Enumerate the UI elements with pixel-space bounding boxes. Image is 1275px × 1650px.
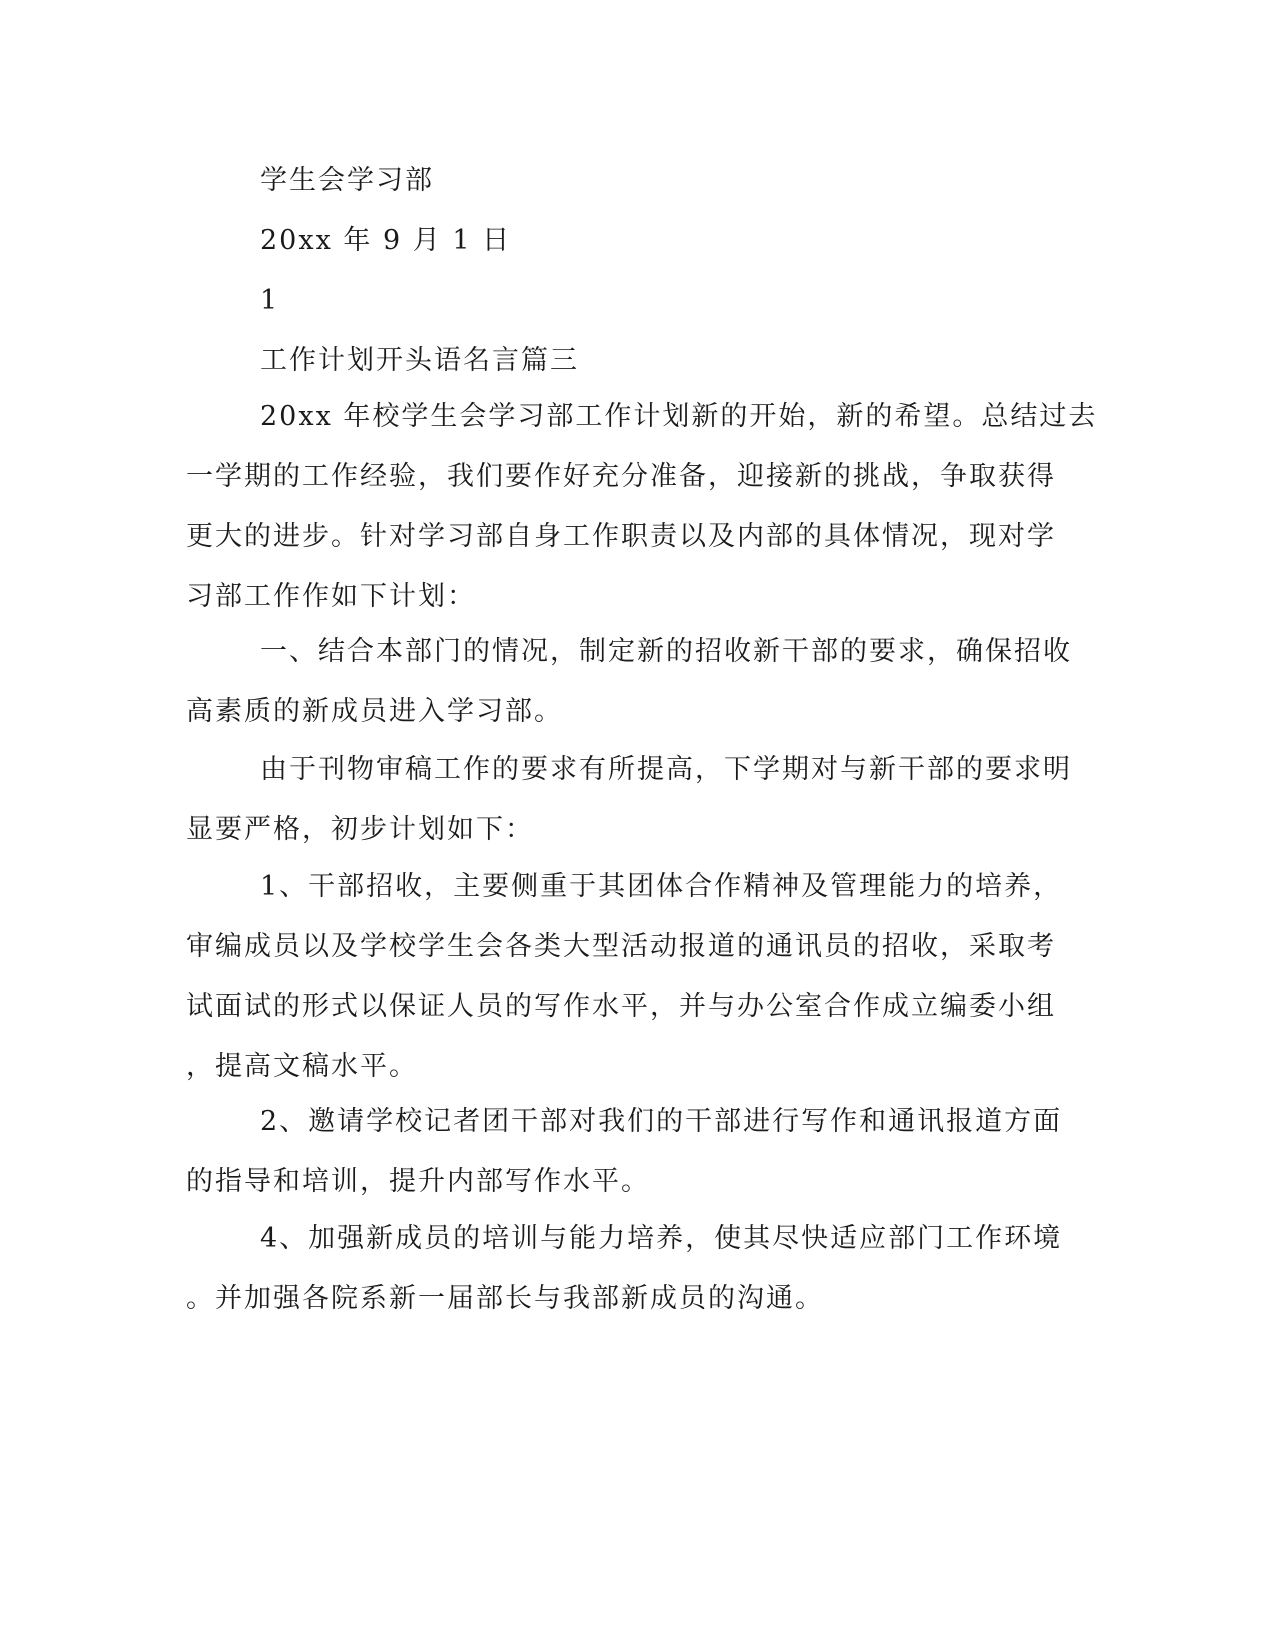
paragraph-line: 2、邀请学校记者团干部对我们的干部进行写作和通讯报道方面: [260, 1106, 1063, 1137]
signature-date: 20xx 年 9 月 1 日: [260, 225, 512, 256]
paragraph-line: 的指导和培训，提升内部写作水平。: [186, 1166, 650, 1197]
paragraph-line: 。并加强各院系新一届部长与我部新成员的沟通。: [186, 1283, 824, 1314]
paragraph-line: 一、结合本部门的情况，制定新的招收新干部的要求，确保招收: [260, 636, 1072, 667]
paragraph-line: 4、加强新成员的培训与能力培养，使其尽快适应部门工作环境: [260, 1223, 1063, 1254]
paragraph-line: 20xx 年校学生会学习部工作计划新的开始，新的希望。总结过去: [260, 401, 1098, 432]
paragraph-line: ，提高文稿水平。: [186, 1051, 418, 1082]
paragraph-point-2: [186, 1092, 1076, 1212]
signature-block: [186, 151, 1076, 391]
paragraph-line: 试面试的形式以保证人员的写作水平，并与办公室合作成立编委小组: [186, 991, 1056, 1022]
section-title: 工作计划开头语名言篇三: [260, 345, 579, 376]
paragraph-line: 更大的进步。针对学习部自身工作职责以及内部的具体情况，现对学: [186, 521, 1056, 552]
paragraph-line: 一学期的工作经验，我们要作好充分准备，迎接新的挑战，争取获得: [186, 461, 1056, 492]
paragraph-requirements: [186, 740, 1076, 860]
paragraph-point-4: [186, 1209, 1076, 1329]
paragraph-line: 由于刊物审稿工作的要求有所提高，下学期对与新干部的要求明: [260, 754, 1072, 785]
paragraph-line: 审编成员以及学校学生会各类大型活动报道的通讯员的招收，采取考: [186, 931, 1056, 962]
paragraph-line: 1、干部招收，主要侧重于其团体合作精神及管理能力的培养，: [260, 871, 1063, 902]
paragraph-point-1: [186, 857, 1076, 1097]
paragraph-line: 显要严格，初步计划如下：: [186, 814, 534, 845]
paragraph-line: 高素质的新成员进入学习部。: [186, 696, 563, 727]
paragraph-intro: [186, 387, 1098, 627]
page-marker: 1: [260, 285, 280, 316]
paragraph-line: 习部工作作如下计划：: [186, 581, 476, 612]
signature-org: 学生会学习部: [260, 165, 434, 196]
paragraph-item-one: [186, 622, 1076, 742]
